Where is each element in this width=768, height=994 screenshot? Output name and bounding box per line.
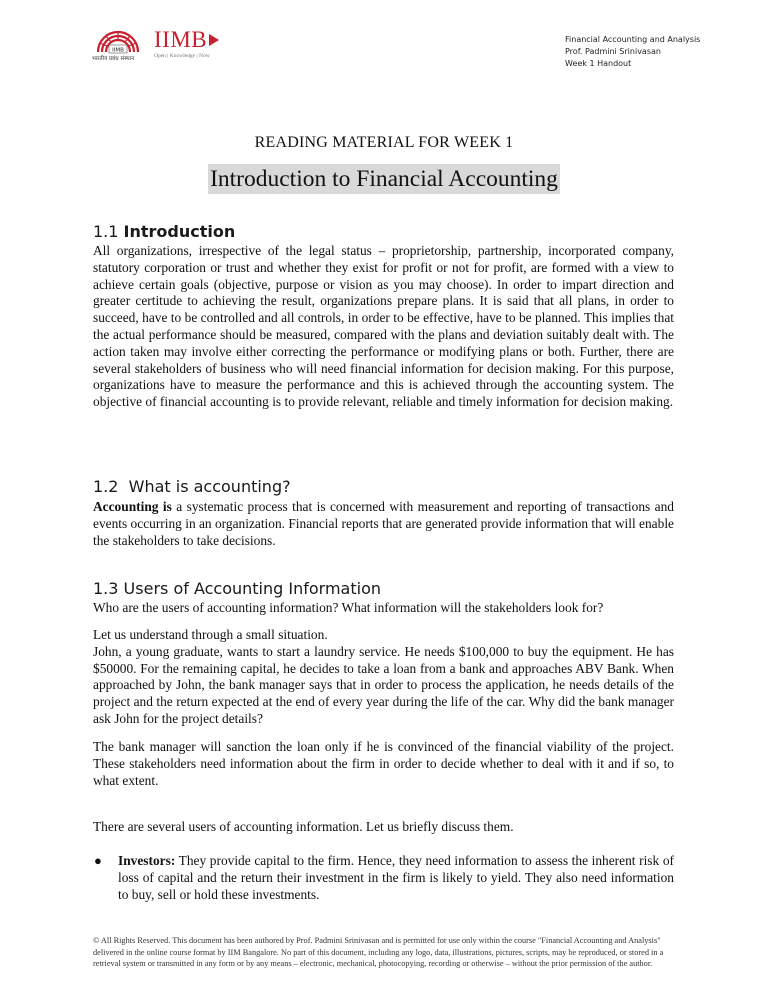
brand-x-icon [209, 34, 219, 46]
handout-label: Week 1 Handout [565, 59, 632, 68]
bullet-text: Investors: They provide capital to the firm. Hence, they need information to assess the inherent risk of loss of capital and the return their investment in the firm is likely to yield. They also need information to buy, sell or hold these investments. [118, 853, 674, 902]
document-title: Introduction to Financial Accounting [210, 166, 558, 192]
paragraph: Accounting is a systematic process that is concerned with measurement and reporting of transactions and events occurring in an organization. Financial reports that are generated provide information that will enable the stakeholders to take decisions. [93, 499, 674, 548]
section-body-users-1 [93, 600, 674, 617]
section-body-what-is-accounting [93, 499, 674, 549]
paragraph: John, a young graduate, wants to start a laundry service. He needs $100,000 to buy the equipment. He has $50000. For the remaining capital, he decides to take a loan from a bank and approaches ABV Bank. When approached by John, the bank manager says that in order to process the application, he needs details of the project and the return expected at the end of every year during the life of the car. Why did the bank manager ask John for the project details? [93, 643, 674, 726]
bullet-label: Investors: [118, 853, 176, 868]
section-title: Users of Accounting Information [123, 579, 381, 598]
section-body-users-4 [93, 819, 674, 836]
paragraph: Who are the users of accounting information? What information will the stakeholders look for? [93, 600, 604, 615]
section-body-users-3 [93, 739, 674, 789]
copyright-footer: © All Rights Reserved. This document has been authored by Prof. Padmini Srinivasan and is permitted for use only within the course "Financial Accounting and Analysis" delivered in the online course format by IIM Bangalore. No part of this document, including any logo, data, illustrations, pictures, scripts, may be reproduced, or stored in a retrieval system or transmitted in any form or by any means – electronic, mechanical, photocopying, recording or otherwise – without the prior permission of the author. [93, 936, 664, 968]
running-header [565, 34, 700, 70]
paragraph: Let us understand through a small situation. [93, 627, 328, 642]
section-title: What is accounting? [128, 477, 291, 496]
bullet-item-investors [94, 853, 674, 903]
reading-material-title: READING MATERIAL FOR WEEK 1 [254, 134, 514, 151]
professor-name: Prof. Padmini Srinivasan [565, 47, 661, 56]
section-body-introduction [93, 243, 674, 411]
section-heading-what-is-accounting [93, 477, 291, 496]
paragraph: All organizations, irrespective of the legal status – proprietorship, partnership, incorporated company, statutory corporation or trust and whether they exist for profit or not for profit, are formed with a view to achieve certain goals (objective, purpose or vision as you may choose). In order to impart direction and greater certitude to achieving the result, organizations prepare plans. It is said that all plans, in order to succeed, have to be controlled and all controls, in order to be effective, have to be planned. This implies that the actual performance should be measured, compared with the plans and deviation suitably dealt with. The action taken may involve either correcting the performance or modifying plans or both. Further, there are several stakeholders of business who will need financial information for decision making. For this purpose, organizations have to measure the performance and this is achieved through the accounting system. The objective of financial accounting is to provide relevant, reliable and timely information for decision making. [93, 243, 674, 410]
section-heading-users [93, 579, 381, 598]
paragraph: The bank manager will sanction the loan only if he is convinced of the financial viability of the project. These stakeholders need information about the firm in order to decide whether to deal with it and if so, to what extent. [93, 739, 674, 788]
emblem-hindi-text: भारतीय प्रबंध संस्थान [92, 56, 135, 62]
section-number: 1.3 [93, 579, 119, 598]
bold-lead: Accounting is [93, 499, 172, 514]
course-title: Financial Accounting and Analysis [565, 35, 701, 44]
iimb-logo [92, 28, 219, 64]
section-heading-introduction [93, 222, 235, 241]
section-number: 1.2 [93, 477, 119, 496]
brand-name: IIMB [154, 27, 208, 52]
emblem-label: IIMB [112, 47, 124, 54]
iimb-wordmark [154, 28, 219, 59]
brand-tagline: Open | Knowledge | Now [154, 53, 210, 59]
bullet-icon: ● [94, 853, 102, 868]
iimb-emblem-icon [92, 28, 144, 64]
section-title: Introduction [123, 222, 236, 241]
section-body-users-2 [93, 627, 674, 728]
paragraph: There are several users of accounting information. Let us briefly discuss them. [93, 819, 514, 834]
section-number: 1.1 [93, 222, 119, 241]
